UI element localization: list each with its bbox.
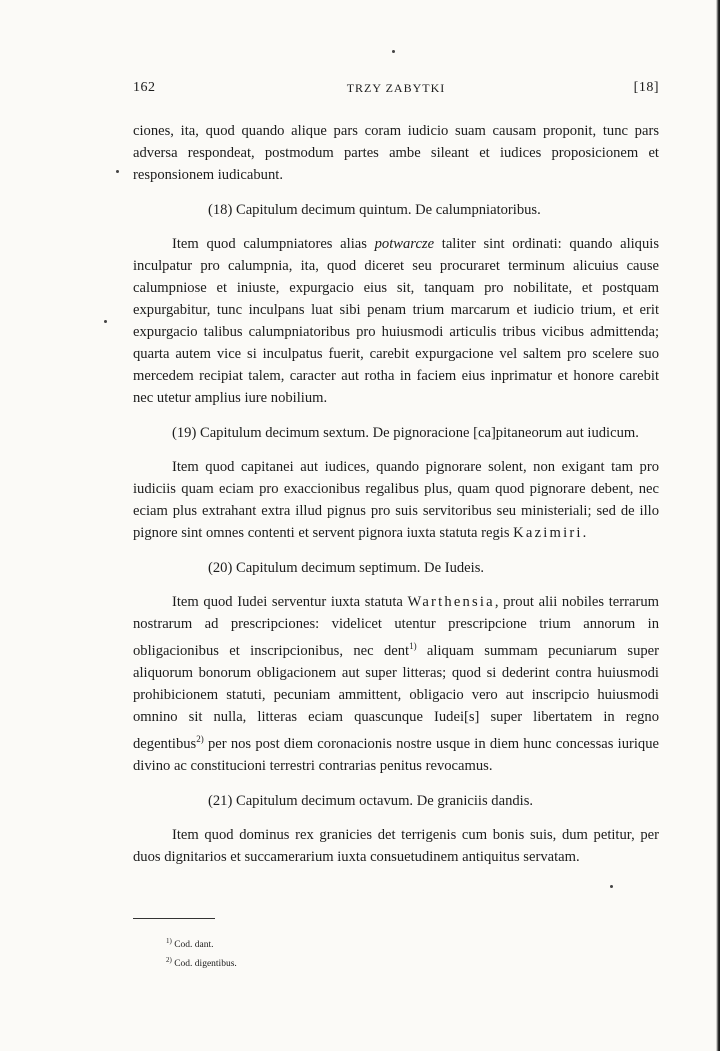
footnote-1: $^{1)}$ Cod. dant. (166, 937, 214, 951)
document-body (133, 120, 659, 868)
running-title: TRZY ZABYTKI (346, 81, 446, 95)
page-edge-shadow (716, 0, 720, 1051)
paragraph-19: Item quod capitanei aut iudices, quando pignorare solent, non exigant tam pro iudiciis quam eciam pro exaccionibus regalibus plus, quam quod pignorare debent, nec eciam plus extrahant extra illud pignus pro suis servitoribus seu ministeriali; sed de illo pignore sint omnes contenti et servent pignora iuxta statuta regis Kazimiri. (133, 459, 659, 541)
section-marker: [18] (633, 80, 659, 95)
print-speck (610, 885, 613, 888)
footnote-2: $^{2)}$ Cod. digentibus. (166, 956, 237, 970)
chapter-heading-20: (20) Capitulum decimum septimum. De Iudeis. (208, 560, 485, 576)
chapter-heading-18: (18) Capitulum decimum quintum. De calumpniatoribus. (208, 202, 541, 218)
paragraph-20: Item quod Iudei serventur iuxta statuta Warthensia, prout alii nobiles terrarum nostrarum ad prescripciones: videlicet utentur prescripcione trium annorum in obligacionibus et inscripcionibus, nec dent$^{1)}$ aliquam summam pecuniarum super aliquorum bonorum obligacionem aut super litteras; quod si dederint contra huiusmodi prohibicionem statuti, pecuniam ammittent, obligacio vero aut inscripcio huiusmodi omnino sit nulla, litteras eciam quascunque Iudei[s] super libertatem in regno degentibus$^{2)}$ per nos post diem coronacionis nostre usque in diem hunc concessas iurique divino ac constitucioni terrestri contrarias penitus revocamus. (133, 594, 659, 774)
footnote-ref-2[interactable]: 2) (196, 733, 204, 744)
print-speck (116, 170, 119, 173)
chapter-heading-21: (21) Capitulum decimum octavum. De graniciis dandis. (208, 792, 534, 809)
footnotes (166, 934, 237, 972)
chapter-heading-19: (19) Capitulum decimum sextum. De pignoracione [ca]pitaneorum aut iudicum. (172, 425, 639, 441)
spaced-name: Kazimiri (513, 525, 583, 541)
print-speck (392, 50, 395, 53)
print-speck (104, 320, 107, 323)
footnote-ref-1[interactable]: 1) (409, 641, 417, 651)
italic-term: potwarcze (374, 236, 435, 252)
paragraph-21: Item quod dominus rex granicies det terrigenis cum bonis suis, dum petitur, per duos dignitarios et succamerarium iuxta consuetudinem antiquitus servatam. (133, 826, 659, 865)
footnote-divider (133, 918, 215, 919)
page-number: 162 (133, 80, 156, 95)
spaced-name: Warthensia (407, 594, 495, 610)
paragraph-18: Item quod calumpniatores alias potwarcze taliter sint ordinati: quando aliquis inculpatur pro calumpnia, ita, quod diceret seu procuraret terminum alicuius cause calumpniose et iniuste, expurgacio eius sit, tanquam pro nobilitate, et postquam expurgabitur, tunc inculpans luat sibi penam trium marcarum et iudicio trium, et erit expurgacio talibus calumpniatoribus pro huiusmodi articulis tribus vicibus admittenda; quarta autem vice si inculpatus fuerit, carebit expurgacione vel saltem pro scelere suo mercedem recipiat talem, caracter aut rotha in faciem eius inprimatur et honore carebit nec utetur amplius iure nobilium. (133, 236, 660, 406)
paragraph-continuation: ciones, ita, quod quando alique pars coram iudicio suam causam proponit, tunc pars adversa respondeat, postmodum partes ambe sileant et iudices proposicionem et responsionem iudicabunt. (133, 123, 659, 183)
